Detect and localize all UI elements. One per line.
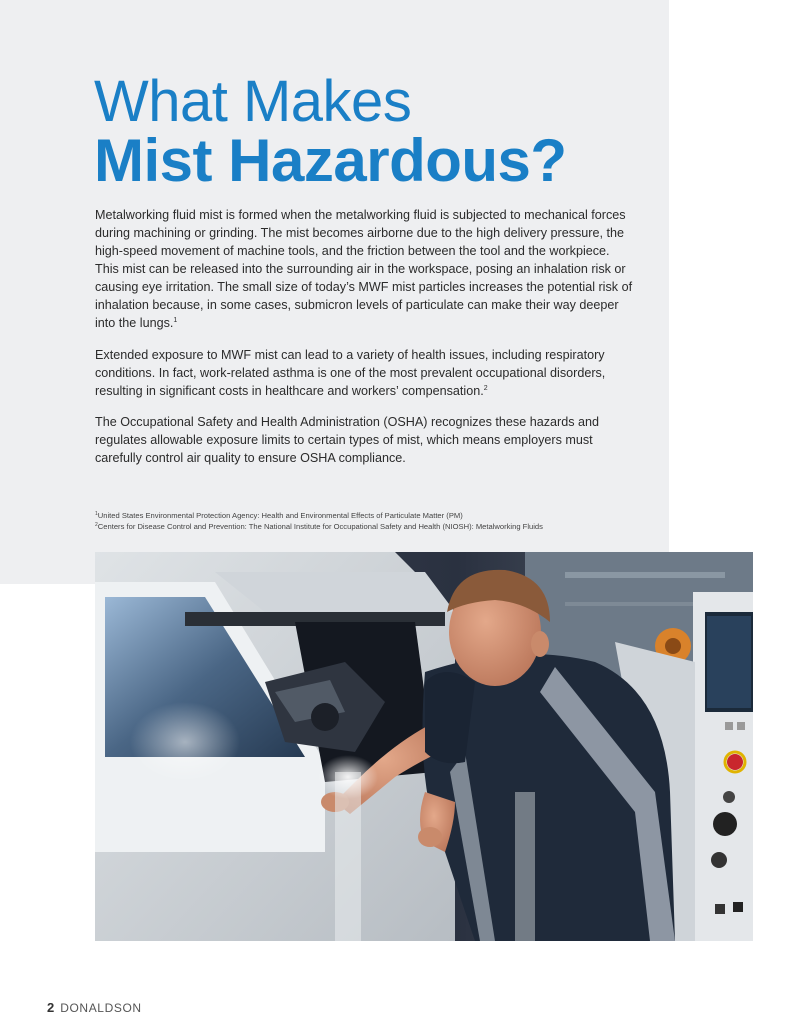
footnote-1-number: 1 xyxy=(95,511,98,517)
footnote-2-number: 2 xyxy=(95,522,98,528)
paragraph-2 xyxy=(95,346,635,400)
page-title-line2: Mist Hazardous? xyxy=(94,127,567,194)
page-number: 2 xyxy=(47,1000,55,1015)
page-title-line1: What Makes xyxy=(94,69,412,134)
footnote-ref-1: 1 xyxy=(173,317,178,324)
footnotes xyxy=(95,510,655,532)
paragraph-2-text: Extended exposure to MWF mist can lead to a variety of health issues, including respiratory conditions. In fact, work-related asthma is one of the most prevalent occupational disorders, resulting in significant costs in healthcare and workers’ compensation. xyxy=(95,348,606,398)
footnote-2 xyxy=(95,521,655,532)
page-footer xyxy=(47,1000,142,1016)
paragraph-3: The Occupational Safety and Health Administration (OSHA) recognizes these hazards and regulates allowable exposure limits to certain types of mist, which means employers must carefully control air quality to ensure OSHA compliance. xyxy=(95,415,600,465)
paragraph-1 xyxy=(95,206,635,332)
brand-name: DONALDSON xyxy=(60,1001,142,1015)
footnote-2-text: Centers for Disease Control and Prevention: The National Institute for Occupational Safety and Health (NIOSH): Metalworking Fluids xyxy=(97,522,543,531)
footnote-1 xyxy=(95,510,655,521)
footnote-ref-2: 2 xyxy=(483,385,488,392)
paragraph-1-text: Metalworking fluid mist is formed when the metalworking fluid is subjected to mechanical forces during machining or grinding. The mist becomes airborne due to the high delivery pressure, the high-speed movement of machine tools, and the friction between the tool and the workpiece. This mist can be released into the surrounding air in the workspace, posing an inhalation risk or causing eye irritation. The small size of today’s MWF mist particles increases the potential risk of inhalation because, in some cases, submicron levels of particulate can make their way deeper into the lungs. xyxy=(95,208,633,330)
machinist-photo xyxy=(95,552,753,941)
footnote-1-text: United States Environmental Protection Agency: Health and Environmental Effects of Particulate Matter (PM) xyxy=(97,511,463,520)
